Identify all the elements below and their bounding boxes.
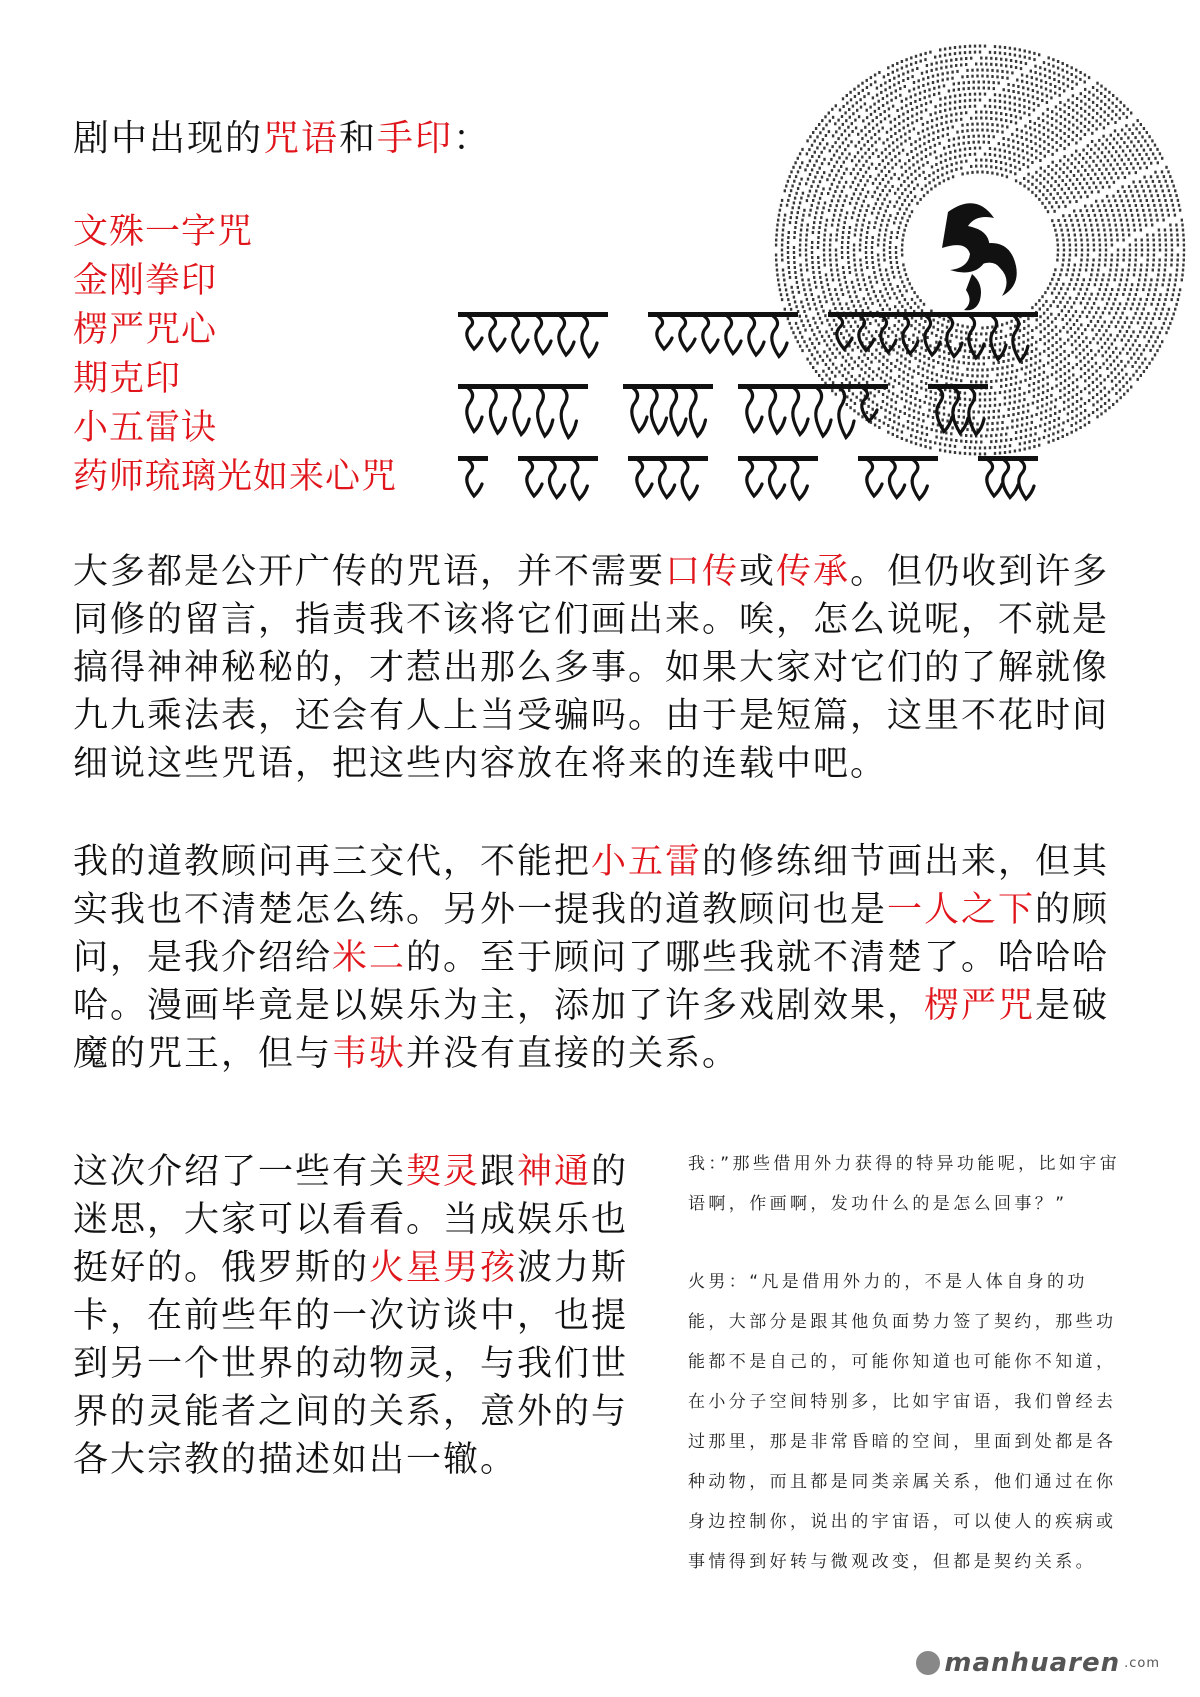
logo-suffix: .com (1124, 1655, 1160, 1671)
mantra-list (73, 208, 397, 502)
para-text: 的顾问，是我介绍给 (73, 890, 1110, 978)
logo-badge-icon (916, 1651, 940, 1675)
para-highlight: 口传 (665, 552, 740, 592)
para-text: 是破魔的咒王，但与 (73, 986, 1110, 1074)
para-text: 并没有直接的关系。 (406, 1034, 740, 1074)
para-highlight: 韦驮 (332, 1034, 407, 1074)
para-text: 或 (739, 552, 777, 592)
title-text: 和 (339, 118, 378, 159)
para-highlight: 楞严咒 (924, 986, 1036, 1026)
para-highlight: 米二 (332, 938, 407, 978)
siddham-script-illustration (458, 300, 1098, 530)
interview-quote (688, 1144, 1128, 1582)
mantra-item: 金刚拳印 (73, 261, 218, 301)
paragraph-public-mantras (73, 548, 1133, 788)
mantra-item: 小五雷诀 (73, 408, 218, 448)
para-text: 这次介绍了一些有关 (73, 1152, 407, 1192)
logo-brand: manhuaren (944, 1648, 1121, 1678)
para-text: 大多都是公开广传的咒语，并不需要 (73, 552, 666, 592)
quote-answer: 火男：“凡是借用外力的，不是人体自身的功能，大部分是跟其他负面势力签了契约，那些功能都不是自己的，可能你知道也可能你不知道，在小分子空间特别多，比如宇宙语，我们曾经去过那里，那是非常昏暗的空间，里面到处都是各种动物，而且都是同类亲属关系，他们通过在你身边控制你，说出的宇宙语，可以使人的疾病或事情得到好转与微观改变，但都是契约关系。 (688, 1272, 1117, 1572)
para-text: 。但仍收到许多同修的留言，指责我不该将它们画出来。唉，怎么说呢，不就是搞得神神秘秘的，才惹出那么多事。如果大家对它们的了解就像九九乘法表，还会有人上当受骗吗。由于是短篇，这里不花时间细说这些咒语，把这些内容放在将来的连载中吧。 (73, 552, 1110, 784)
para-highlight: 传承 (776, 552, 851, 592)
para-highlight: 一人之下 (887, 890, 1036, 930)
title-text: ： (453, 118, 492, 159)
para-highlight: 小五雷 (591, 842, 703, 882)
paragraph-spirit-contract (73, 1148, 633, 1484)
mantra-item: 文殊一字咒 (73, 212, 254, 252)
title-highlight-mantra: 咒语 (263, 118, 340, 159)
title-text: 剧中出现的 (73, 118, 264, 159)
page-title (73, 110, 491, 161)
para-text: 我的道教顾问再三交代，不能把 (73, 842, 592, 882)
para-highlight: 神通 (517, 1152, 592, 1192)
para-highlight: 火星男孩 (369, 1248, 518, 1288)
para-highlight: 契灵 (406, 1152, 481, 1192)
title-highlight-mudra: 手印 (377, 118, 454, 159)
para-text: 跟 (480, 1152, 518, 1192)
mantra-item: 楞严咒心 (73, 310, 218, 350)
mantra-item: 期克印 (73, 359, 182, 399)
para-text: 的迷思，大家可以看看。当成娱乐也挺好的。俄罗斯的 (73, 1152, 629, 1288)
manhuaren-logo (916, 1648, 1160, 1678)
para-text: 的。至于顾问了哪些我就不清楚了。哈哈哈哈。漫画毕竟是以娱乐为主，添加了许多戏剧效果， (73, 938, 1110, 1026)
mantra-item: 药师琉璃光如来心咒 (73, 457, 398, 497)
para-text: 的修练细节画出来，但其实我也不清楚怎么练。另外一提我的道教顾问也是 (73, 842, 1110, 930)
paragraph-taoist-advisor (73, 838, 1133, 1078)
quote-question: 我：”那些借用外力获得的特异功能呢，比如宇宙语啊，作画啊，发功什么的是怎么回事？” (688, 1154, 1121, 1214)
para-text: 波力斯卡，在前些年的一次访谈中，也提到另一个世界的动物灵，与我们世界的灵能者之间的关系，意外的与各大宗教的描述如出一辙。 (73, 1248, 629, 1480)
